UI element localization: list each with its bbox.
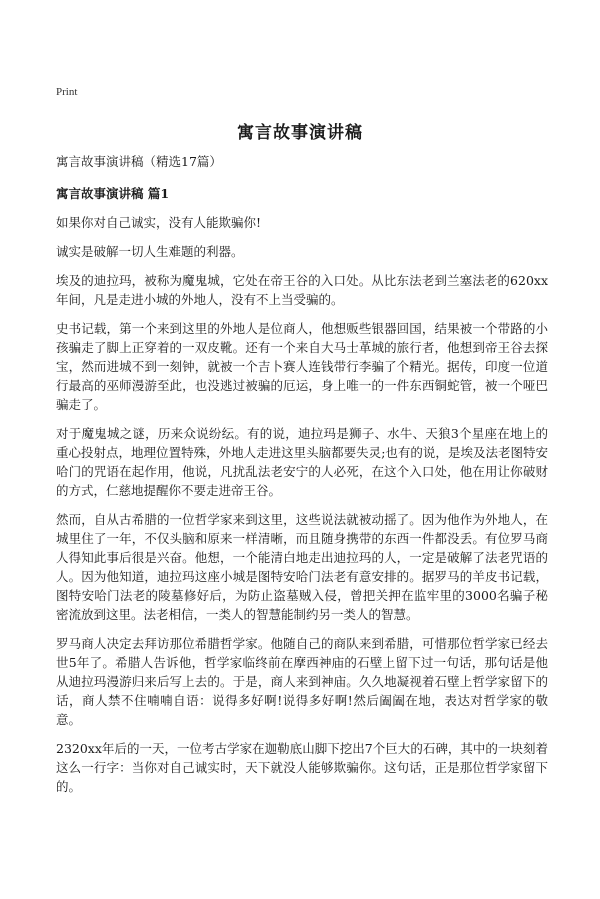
document-body — [56, 213, 548, 806]
paragraph: 诚实是破解一切人生难题的利器。 — [56, 244, 244, 259]
print-link[interactable]: Print — [56, 86, 78, 98]
page-title: 寓言故事演讲稿 — [237, 123, 363, 143]
paragraph: 埃及的迪拉玛，被称为魔鬼城，它处在帝王谷的入口处。从比东法老到兰塞法老的620xx年间，凡是走进小城的外地人，没有不上当受骗的。 — [56, 273, 548, 307]
paragraph: 如果你对自己诚实，没有人能欺骗你! — [56, 215, 262, 230]
paragraph: 罗马商人决定去拜访那位希腊哲学家。他随自己的商队来到希腊，可惜那位哲学家已经去世5年了。希腊人告诉他，哲学家临终前在摩西神庙的石壁上留下过一句话，那句话是他从迪拉玛漫游归来后写上去的。于是，商人来到神庙。久久地凝视着石壁上哲学家留下的话，商人禁不住喃喃自语：说得多好啊!说得多好啊!然后阖阖在地，表达对哲学家的敬意。 — [56, 636, 548, 727]
document-subtitle: 寓言故事演讲稿（精选17篇） — [56, 154, 222, 169]
paragraph: 对于魔鬼城之谜，历来众说纷纭。有的说，迪拉玛是狮子、水牛、天狼3个星座在地上的重心投射点，地理位置特殊，外地人走进这里头脑都要失灵;也有的说，是埃及法老图特安哈门的咒语在起作用，他说，凡扰乱法老安宁的人必死，在这个入口处，他在用让你破财的方式，仁慈地提醒你不要走进帝王谷。 — [56, 426, 548, 498]
paragraph: 史书记载，第一个来到这里的外地人是位商人，他想贩些银器回国，结果被一个带路的小孩骗走了脚上正穿着的一双皮靴。还有一个来自大马士革城的旅行者，他想到帝王谷去探宝，然而进城不到一刻钟，就被一个吉卜赛人连钱带行李骗了个精光。据传，印度一位道行最高的巫师漫游至此，也没逃过被骗的厄运，身上唯一的一件东西铜蛇管，被一个哑巴骗走了。 — [56, 321, 548, 412]
section-heading: 寓言故事演讲稿 篇1 — [56, 186, 170, 201]
paragraph: 然而，自从古希腊的一位哲学家来到这里，这些说法就被动摇了。因为他作为外地人，在城里住了一年，不仅头脑和原来一样清晰，而且随身携带的东西一件都没丢。有位罗马商人得知此事后很是兴奋。他想，一个能清白地走出迪拉玛的人，一定是破解了法老咒语的人。因为他知道，迪拉玛这座小城是图特安哈门法老有意安排的。据罗马的羊皮书记载，图特安哈门法老的陵墓修好后，为防止盗墓贼入侵，曾把关押在监牢里的3000名骗子秘密流放到这里。法老相信，一类人的智慧能制约另一类人的智慧。 — [56, 512, 548, 622]
paragraph: 2320xx年后的一天，一位考古学家在迦勒底山脚下挖出7个巨大的石碑，其中的一块刻着这么一行字：当你对自己诚实时，天下就没人能够欺骗你。这句话，正是那位哲学家留下的。 — [56, 741, 548, 794]
